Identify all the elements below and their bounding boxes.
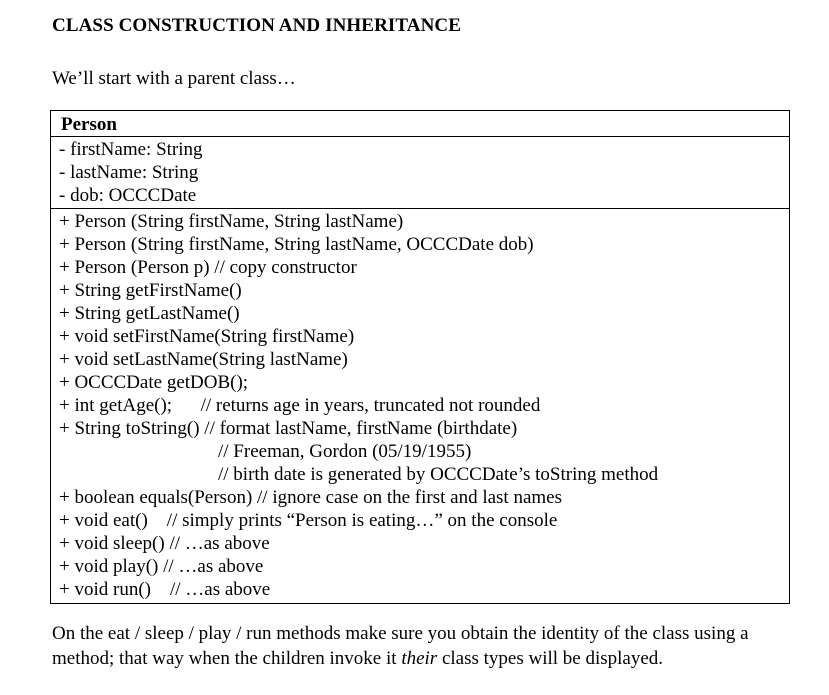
uml-method: + Person (String firstName, String lastName) — [59, 211, 404, 232]
uml-method: + void run() // …as above — [59, 579, 271, 600]
uml-method: + void setFirstName(String firstName) — [59, 326, 355, 347]
instruction-note — [52, 621, 792, 671]
uml-method: + int getAge(); // returns age in years, truncated not rounded — [59, 395, 541, 416]
uml-methods — [51, 209, 789, 603]
uml-method: + void setLastName(String lastName) — [59, 349, 348, 370]
uml-method: + boolean equals(Person) // ignore case on the first and last names — [59, 487, 562, 508]
uml-method: + Person (String firstName, String lastName, OCCCDate dob) — [59, 234, 534, 255]
uml-method: + void eat() // simply prints “Person is eating…” on the console — [59, 510, 558, 531]
uml-method-comment: // birth date is generated by OCCCDate’s toString method — [218, 464, 659, 485]
uml-attribute: - dob: OCCCDate — [59, 185, 197, 206]
uml-method: + String getFirstName() — [59, 280, 242, 301]
uml-attribute: - lastName: String — [59, 162, 199, 183]
note-text-start: On the eat / sleep / play / run methods make sure you obtain the identity of the class using a method; that way when the children invoke it — [52, 623, 749, 669]
uml-method: + OCCCDate getDOB(); — [59, 372, 249, 393]
note-emphasis: their — [401, 648, 438, 669]
uml-method-comment: // Freeman, Gordon (05/19/1955) — [218, 441, 472, 462]
uml-method: + String toString() // format lastName, firstName (birthdate) — [59, 418, 518, 439]
uml-method: + void play() // …as above — [59, 556, 264, 577]
uml-class-diagram — [50, 110, 790, 604]
uml-method: + Person (Person p) // copy constructor — [59, 257, 357, 278]
uml-method: + String getLastName() — [59, 303, 240, 324]
uml-method: + void sleep() // …as above — [59, 533, 270, 554]
uml-class-name: Person — [51, 111, 789, 137]
uml-attribute: - firstName: String — [59, 139, 203, 160]
intro-text: We’ll start with a parent class… — [52, 68, 296, 89]
section-heading: CLASS CONSTRUCTION AND INHERITANCE — [52, 15, 461, 36]
note-text-end: class types will be displayed. — [437, 648, 664, 669]
uml-attributes — [51, 137, 789, 209]
